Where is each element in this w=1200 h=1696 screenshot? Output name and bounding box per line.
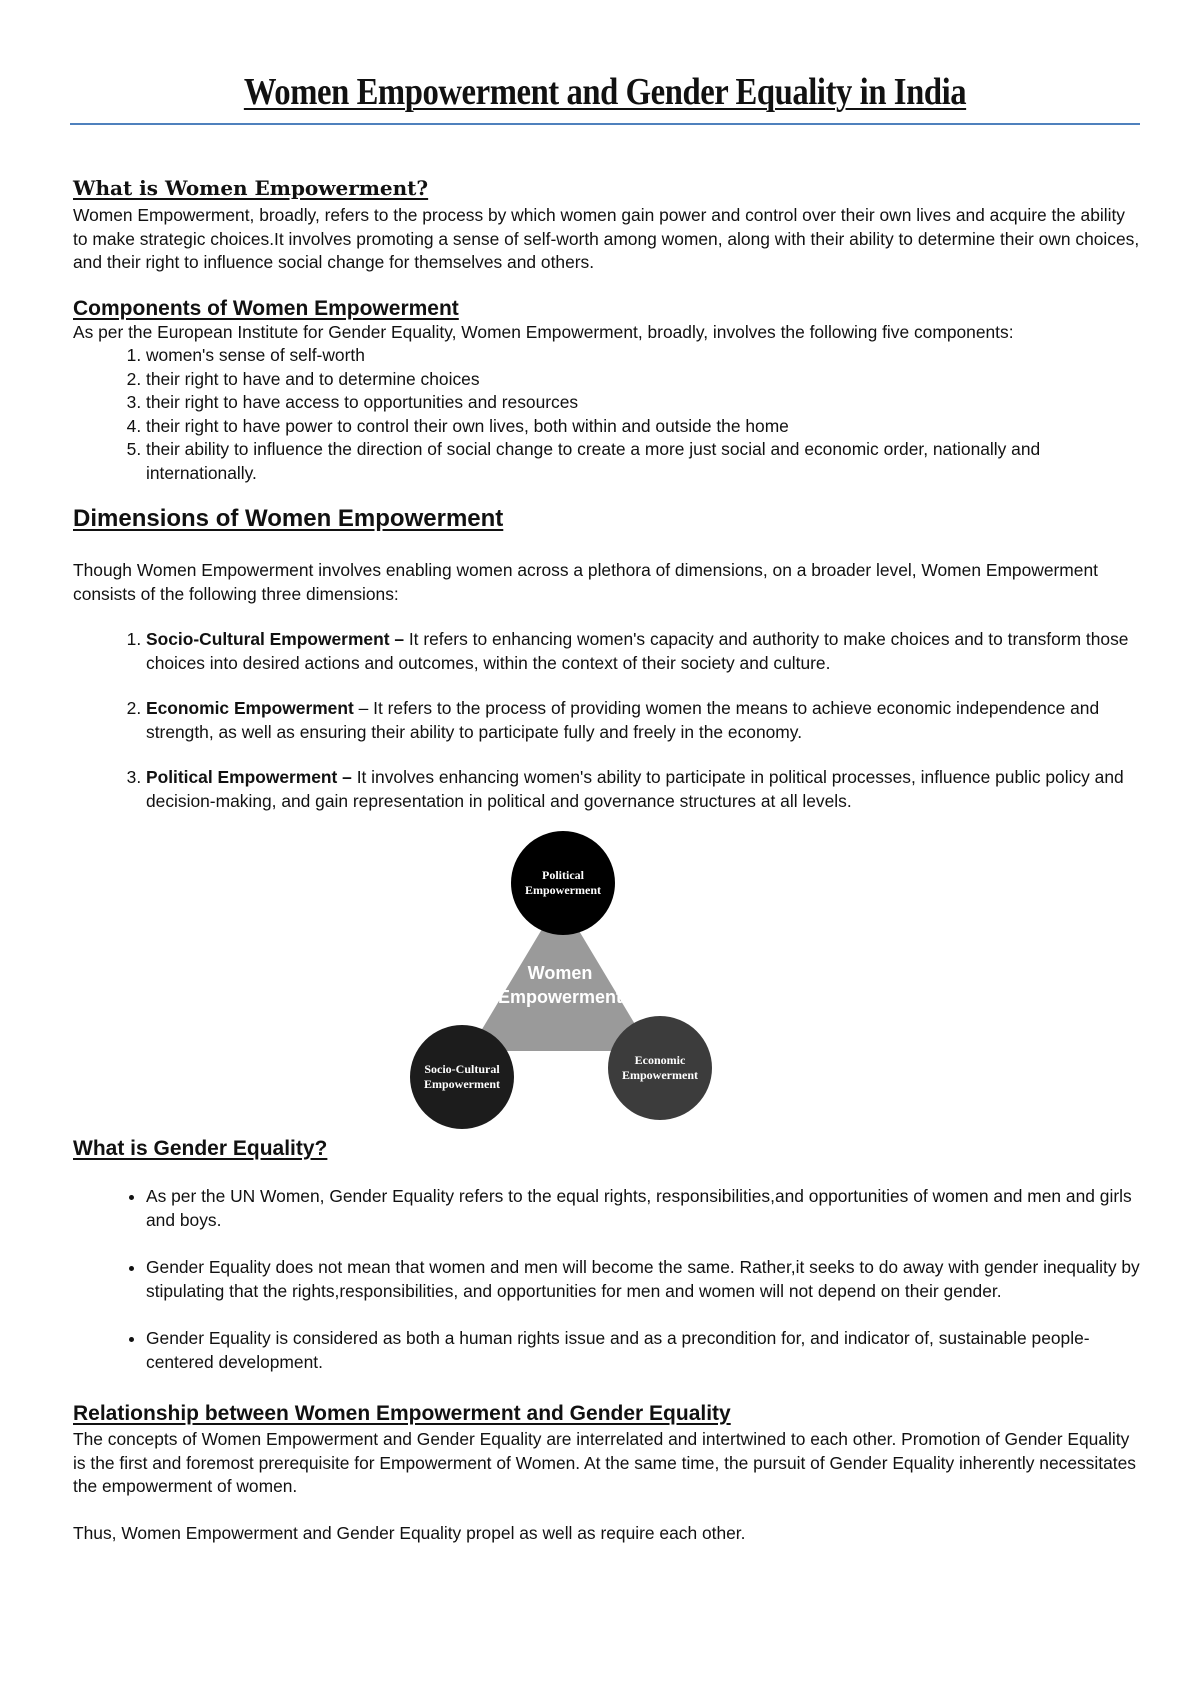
dimension-dash: – [337, 767, 357, 787]
title-divider [70, 123, 1140, 125]
node-political-label-line2: Empowerment [525, 883, 601, 897]
list-item: 2. their right to have and to determine choices [146, 368, 1143, 392]
node-socio-cultural-label-line1: Socio-Cultural [424, 1062, 500, 1076]
list-item: • Gender Equality is considered as both a human rights issue and as a precondition for, and indicator of, sustainable people-centered development. [146, 1327, 1143, 1374]
section-paragraph-components: As per the European Institute for Gender Equality, Women Empowerment, broadly, involves the following five components: [73, 321, 1014, 342]
list-item: 5. their ability to influence the direction of social change to create a more just social and economic order, nationally and internationally. [146, 438, 1143, 485]
center-label-line1: Women [527, 963, 593, 983]
dimension-dash: – [389, 629, 409, 649]
dimension-description: It involves enhancing women's ability to participate in political processes, influence public policy and decision-making, and gain representation in political and governance structures at all levels. [146, 767, 1124, 811]
center-label-line2: Empowerment [497, 987, 623, 1007]
list-item: 4. their right to have power to control their own lives, both within and outside the home [146, 415, 1143, 439]
node-political-label-line1: Political [542, 868, 584, 882]
list-item [146, 628, 1143, 675]
section-paragraph-relationship: The concepts of Women Empowerment and Gender Equality are interrelated and intertwined to each other. Promotion of Gender Equality is the first and foremost prerequisite for Empowerment of Women. At the same time, the pursuit of Gender Equality inherently necessitates the empowerment of women. [73, 1429, 1136, 1496]
section-heading-components: Components of Women Empowerment [73, 296, 459, 320]
dimensions-list [73, 628, 1143, 813]
section-heading-gender-equality: What is Gender Equality? [73, 1137, 328, 1160]
dimension-dash: – [353, 698, 374, 718]
list-item [146, 697, 1143, 744]
dimension-description: It refers to the process of providing women the means to achieve economic independence and strength, as well as ensuring their ability to participate fully and freely in the economy. [146, 698, 1100, 742]
gender-equality-list [73, 1185, 1143, 1374]
empowerment-diagram [73, 829, 1143, 1129]
dimension-description: It refers to enhancing women's capacity and authority to make choices and to transform those choices into desired actions and outcomes, within the context of their society and culture. [146, 629, 1129, 673]
dimension-term: Economic Empowerment [146, 698, 354, 718]
section-heading-relationship: Relationship between Women Empowerment and Gender Equality [73, 1402, 731, 1425]
list-item [146, 766, 1143, 813]
components-list [73, 344, 1143, 485]
section-paragraph-conclusion: Thus, Women Empowerment and Gender Equality propel as well as require each other. [73, 1522, 746, 1543]
section-heading-dimensions: Dimensions of Women Empowerment [73, 505, 504, 532]
node-economic-label-line1: Economic [634, 1053, 686, 1067]
document-title: Women Empowerment and Gender Equality in India [243, 71, 967, 113]
dimension-term: Socio-Cultural Empowerment [146, 629, 390, 649]
section-paragraph-dimensions: Though Women Empowerment involves enabling women across a plethora of dimensions, on a broader level, Women Empowerment consists of the following three dimensions: [73, 560, 1098, 604]
list-item: • Gender Equality does not mean that women and men will become the same. Rather,it seeks to do away with gender inequality by stipulating that the rights,responsibilities, and opportunities for men and women will not depend on their gender. [146, 1256, 1143, 1303]
dimension-term: Political Empowerment [146, 767, 338, 787]
list-item: 1. women's sense of self-worth [146, 344, 1143, 368]
empowerment-diagram-svg [73, 829, 1143, 1129]
list-item: • As per the UN Women, Gender Equality refers to the equal rights, responsibilities,and opportunities of women and men and girls and boys. [146, 1185, 1143, 1232]
node-socio-cultural-label-line2: Empowerment [424, 1077, 500, 1091]
list-item: 3. their right to have access to opportunities and resources [146, 391, 1143, 415]
section-paragraph-what-is-empowerment: Women Empowerment, broadly, refers to the process by which women gain power and control over their own lives and acquire the ability to make strategic choices.It involves promoting a sense of self-worth among women, along with their ability to determine their own choices, and their right to influence social change for themselves and others. [73, 205, 1140, 272]
section-heading-what-is-empowerment: What is Women Empowerment? [73, 176, 429, 200]
document-body [73, 176, 1143, 1545]
node-economic-label-line2: Empowerment [622, 1068, 698, 1082]
